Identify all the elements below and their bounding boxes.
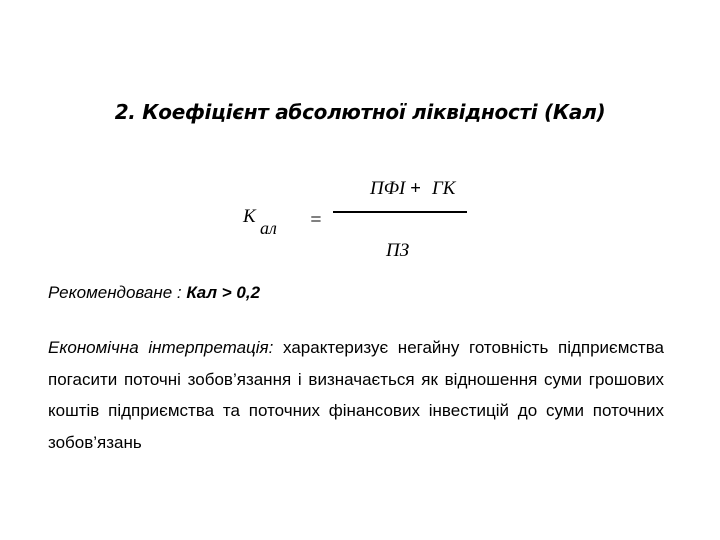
formula-denominator: ПЗ xyxy=(386,240,410,261)
interpretation-term: Економічна інтерпретація: xyxy=(48,338,274,357)
economic-interpretation-paragraph xyxy=(48,332,664,458)
formula-numerator-right: ГК xyxy=(432,178,456,199)
formula-numerator-left: ПФІ xyxy=(370,178,406,199)
interpretation-text: характеризує негайну готовність підприємства погасити поточні зобов’язання і визначається як відношення суми грошових коштів підприємства та поточних фінансових інвестицій до суми поточних зобов’язань xyxy=(48,338,664,452)
formula-lhs-symbol: К xyxy=(243,206,256,227)
formula-equals-sign: = xyxy=(309,209,323,231)
slide-title: 2. Коефіцієнт абсолютної ліквідності (Кал) xyxy=(114,100,606,124)
recommended-value: Кал > 0,2 xyxy=(186,283,261,302)
formula-numerator-operator: + xyxy=(410,178,421,199)
recommended-value-line xyxy=(48,283,260,303)
recommended-label: Рекомендоване : xyxy=(48,283,187,302)
formula-lhs-subscript: ал xyxy=(260,218,277,238)
